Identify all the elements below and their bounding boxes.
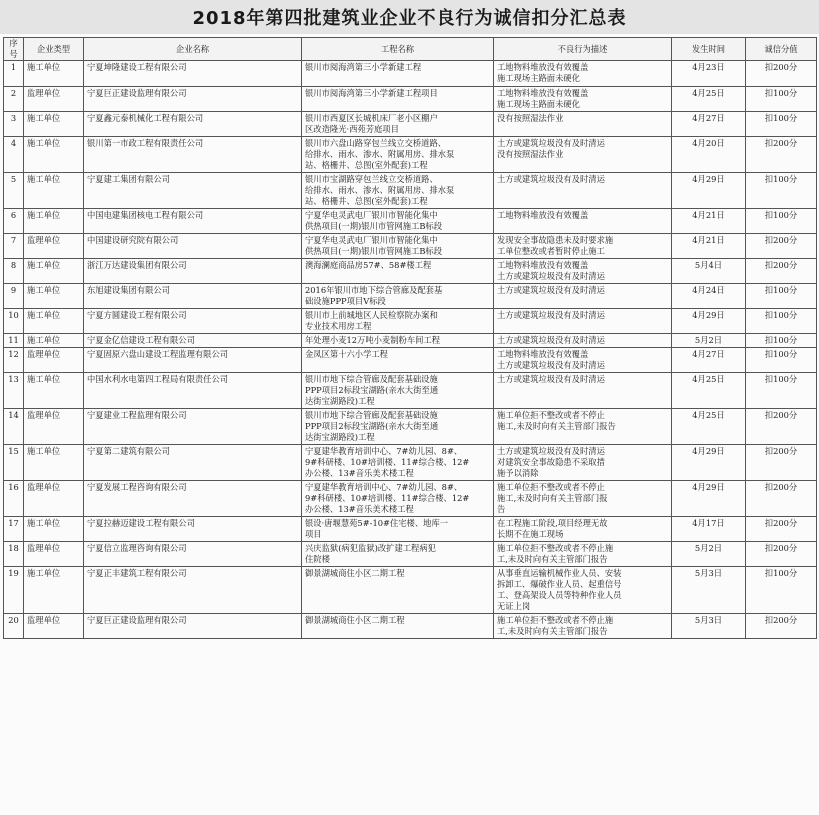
company-type: 监理单位 [24, 614, 84, 639]
company-type: 监理单位 [24, 87, 84, 112]
company-type: 监理单位 [24, 542, 84, 567]
table-row [4, 542, 817, 567]
project-name [302, 209, 494, 234]
table-row [4, 61, 817, 87]
behavior-line: 发现安全事故隐患未及时要求施 [497, 235, 614, 245]
project-line: 银川市六盘山路穿包兰线立交桥道路、 [305, 138, 447, 148]
project-name [302, 173, 494, 209]
company-name: 浙江万达建设集团有限公司 [84, 259, 302, 284]
behavior-line: 土方或建筑垃圾没有及时清运 [497, 174, 605, 184]
table-row [4, 173, 817, 209]
project-line: 办公楼、13#音乐美术楼工程 [305, 504, 414, 514]
occurrence-date: 4月27日 [672, 112, 746, 137]
project-line: 银川市地下综合管廊及配套基础设施 [305, 410, 438, 420]
occurrence-date: 4月27日 [672, 348, 746, 373]
occurrence-date: 4月25日 [672, 409, 746, 445]
behavior-line: 从事垂直运输机械作业人员、安装 [497, 568, 622, 578]
occurrence-date: 5月2日 [672, 334, 746, 348]
row-number: 7 [4, 234, 24, 259]
company-type: 监理单位 [24, 481, 84, 517]
project-name [302, 517, 494, 542]
occurrence-date: 5月2日 [672, 542, 746, 567]
company-name: 宁夏金亿信建设工程有限公司 [84, 334, 302, 348]
company-type: 施工单位 [24, 61, 84, 87]
company-type: 监理单位 [24, 348, 84, 373]
company-name: 宁夏方圆建设工程有限公司 [84, 309, 302, 334]
credit-score: 扣200分 [746, 234, 817, 259]
behavior-line: 工地物料堆放没有效覆盖 [497, 210, 589, 220]
company-type: 施工单位 [24, 334, 84, 348]
occurrence-date: 4月25日 [672, 373, 746, 409]
table-row [4, 284, 817, 309]
company-name: 宁夏鑫元泰机械化工程有限公司 [84, 112, 302, 137]
behavior-line: 土方或建筑垃圾没有及时清运 [497, 360, 605, 370]
credit-score: 扣200分 [746, 259, 817, 284]
table-row [4, 137, 817, 173]
project-name [302, 409, 494, 445]
credit-score: 扣100分 [746, 173, 817, 209]
company-name: 宁夏拉赫迈建设工程有限公司 [84, 517, 302, 542]
company-name: 中国水利水电第四工程局有限责任公司 [84, 373, 302, 409]
company-type: 施工单位 [24, 309, 84, 334]
table-row [4, 234, 817, 259]
behavior-line: 对建筑安全事故隐患不采取措 [497, 457, 605, 467]
company-name: 宁夏巨正建设监理有限公司 [84, 87, 302, 112]
project-name [302, 309, 494, 334]
project-line: 9#科研楼、10#培训楼、11#综合楼、12# [305, 457, 470, 467]
row-number: 16 [4, 481, 24, 517]
behavior-description [494, 87, 672, 112]
project-line: 澳海澜庭商品房57#、58#楼工程 [305, 260, 432, 270]
company-name: 宁夏建工集团有限公司 [84, 173, 302, 209]
table-header-row [4, 38, 817, 61]
table-row [4, 409, 817, 445]
credit-score: 扣200分 [746, 137, 817, 173]
row-number: 20 [4, 614, 24, 639]
table-body [4, 61, 817, 639]
company-name: 宁夏坤隆建设工程有限公司 [84, 61, 302, 87]
project-name [302, 234, 494, 259]
page-title: 2018年第四批建筑业企业不良行为诚信扣分汇总表 [192, 8, 627, 29]
company-type: 监理单位 [24, 234, 84, 259]
project-name [302, 542, 494, 567]
behavior-description [494, 259, 672, 284]
company-name: 银川第一市政工程有限责任公司 [84, 137, 302, 173]
row-number: 10 [4, 309, 24, 334]
behavior-description [494, 334, 672, 348]
project-name [302, 259, 494, 284]
project-line: 础设施PPP项目V标段 [305, 296, 386, 306]
behavior-line: 告 [497, 504, 506, 514]
project-name [302, 348, 494, 373]
project-line: 银川市上前城地区人民检察院办案和 [305, 310, 438, 320]
title-bar [0, 0, 819, 34]
project-name [302, 481, 494, 517]
table-row [4, 348, 817, 373]
behavior-line: 工,未及时向有关主管部门报告 [497, 626, 608, 636]
behavior-line: 土方或建筑垃圾没有及时清运 [497, 285, 605, 295]
behavior-line: 拆卸工、爆破作业人员、起重信号 [497, 579, 622, 589]
company-type: 施工单位 [24, 517, 84, 542]
table-row [4, 334, 817, 348]
behavior-description [494, 309, 672, 334]
project-line: 年处理小麦12万吨小麦制粉车间工程 [305, 335, 441, 345]
row-number: 4 [4, 137, 24, 173]
penalty-table [3, 37, 817, 639]
project-line: 2016年银川市地下综合管廊及配套基 [305, 285, 443, 295]
row-number: 2 [4, 87, 24, 112]
project-line: 给排水、雨水、渗水、附属用房、排水泵 [305, 185, 455, 195]
project-name [302, 112, 494, 137]
project-line: 御景湖城商住小区二期工程 [305, 615, 405, 625]
company-type: 施工单位 [24, 112, 84, 137]
project-line: 宁夏建华教育培训中心、7#幼儿园、8#、 [305, 482, 463, 492]
credit-score: 扣200分 [746, 481, 817, 517]
behavior-line: 施工单位拒不整改或者不停止 [497, 482, 605, 492]
behavior-line: 没有按照湿法作业 [497, 149, 564, 159]
credit-score: 扣100分 [746, 567, 817, 614]
behavior-description [494, 445, 672, 481]
behavior-description [494, 112, 672, 137]
behavior-line: 施工单位拒不整改或者不停止施 [497, 615, 614, 625]
project-line: 银川市地下综合管廊及配套基础设施 [305, 374, 438, 384]
behavior-line: 工,未及时向有关主管部门报告 [497, 554, 608, 564]
company-name: 东旭建设集团有限公司 [84, 284, 302, 309]
behavior-description [494, 61, 672, 87]
behavior-line: 施工现场主路面未硬化 [497, 73, 580, 83]
behavior-line: 施予以消除 [497, 468, 539, 478]
behavior-description [494, 614, 672, 639]
behavior-description [494, 209, 672, 234]
behavior-description [494, 517, 672, 542]
project-name [302, 614, 494, 639]
project-line: 给排水、雨水、渗水、附属用房、排水泵 [305, 149, 455, 159]
project-line: 办公楼、13#音乐美术楼工程 [305, 468, 414, 478]
project-name [302, 334, 494, 348]
project-name [302, 61, 494, 87]
company-type: 施工单位 [24, 445, 84, 481]
project-line: 银川市阅海湾第三小学新建工程 [305, 62, 422, 72]
project-line: 银川市阅海湾第三小学新建工程项目 [305, 88, 438, 98]
company-type: 施工单位 [24, 567, 84, 614]
row-number: 14 [4, 409, 24, 445]
project-line: PPP项目2标段宝湖路(亲水大街至通 [305, 421, 439, 431]
table-row [4, 445, 817, 481]
behavior-line: 土方或建筑垃圾没有及时清运 [497, 310, 605, 320]
project-line: 供热项目(一期)银川市管网施工B标段 [305, 221, 443, 231]
header-date: 发生时间 [672, 38, 746, 61]
company-type: 施工单位 [24, 284, 84, 309]
occurrence-date: 4月17日 [672, 517, 746, 542]
behavior-line: 工地物料堆放没有效覆盖 [497, 349, 589, 359]
occurrence-date: 4月21日 [672, 209, 746, 234]
behavior-description [494, 409, 672, 445]
company-type: 监理单位 [24, 409, 84, 445]
behavior-description [494, 373, 672, 409]
occurrence-date: 4月29日 [672, 445, 746, 481]
credit-score: 扣100分 [746, 284, 817, 309]
table-row [4, 517, 817, 542]
company-name: 宁夏发展工程咨询有限公司 [84, 481, 302, 517]
credit-score: 扣100分 [746, 334, 817, 348]
row-number: 17 [4, 517, 24, 542]
company-name: 宁夏固原六盘山建设工程监理有限公司 [84, 348, 302, 373]
behavior-description [494, 234, 672, 259]
behavior-description [494, 567, 672, 614]
occurrence-date: 4月20日 [672, 137, 746, 173]
behavior-line: 施工现场主路面未硬化 [497, 99, 580, 109]
project-line: 区改造隆光·西苑芳庭项目 [305, 124, 399, 134]
table-row [4, 209, 817, 234]
project-name [302, 87, 494, 112]
project-line: 9#科研楼、10#培训楼、11#综合楼、12# [305, 493, 470, 503]
row-number: 3 [4, 112, 24, 137]
behavior-line: 土方或建筑垃圾没有及时清运 [497, 446, 605, 456]
credit-score: 扣200分 [746, 445, 817, 481]
company-name: 中国建设研究院有限公司 [84, 234, 302, 259]
credit-score: 扣200分 [746, 409, 817, 445]
credit-score: 扣200分 [746, 614, 817, 639]
behavior-description [494, 137, 672, 173]
credit-score: 扣100分 [746, 348, 817, 373]
behavior-line: 土方或建筑垃圾没有及时清运 [497, 271, 605, 281]
project-name [302, 284, 494, 309]
credit-score: 扣200分 [746, 61, 817, 87]
credit-score: 扣100分 [746, 373, 817, 409]
project-name [302, 373, 494, 409]
table-row [4, 481, 817, 517]
behavior-line: 土方或建筑垃圾没有及时清运 [497, 374, 605, 384]
row-number: 11 [4, 334, 24, 348]
occurrence-date: 5月3日 [672, 614, 746, 639]
behavior-line: 施工单位拒不整改或者不停止施 [497, 543, 614, 553]
behavior-line: 工地物料堆放没有效覆盖 [497, 260, 589, 270]
credit-score: 扣100分 [746, 209, 817, 234]
occurrence-date: 4月23日 [672, 61, 746, 87]
company-type: 施工单位 [24, 259, 84, 284]
behavior-line: 土方或建筑垃圾没有及时清运 [497, 335, 605, 345]
row-number: 1 [4, 61, 24, 87]
behavior-line: 施工,未及时向有关主管部门报 [497, 493, 608, 503]
company-name: 宁夏信立监理咨询有限公司 [84, 542, 302, 567]
row-number: 15 [4, 445, 24, 481]
row-number: 13 [4, 373, 24, 409]
header-project: 工程名称 [302, 38, 494, 61]
company-name: 宁夏巨正建设监理有限公司 [84, 614, 302, 639]
occurrence-date: 4月29日 [672, 481, 746, 517]
company-type: 施工单位 [24, 137, 84, 173]
table-row [4, 112, 817, 137]
row-number: 8 [4, 259, 24, 284]
table-row [4, 614, 817, 639]
project-line: 宁夏建华教育培训中心、7#幼儿园、8#、 [305, 446, 463, 456]
header-behavior: 不良行为描述 [494, 38, 672, 61]
occurrence-date: 4月21日 [672, 234, 746, 259]
credit-score: 扣200分 [746, 542, 817, 567]
project-name [302, 567, 494, 614]
project-line: 项目 [305, 529, 322, 539]
project-line: 银川市西夏区长城机床厂老小区棚户 [305, 113, 438, 123]
occurrence-date: 5月3日 [672, 567, 746, 614]
behavior-line: 土方或建筑垃圾没有及时清运 [497, 138, 605, 148]
behavior-line: 工地物料堆放没有效覆盖 [497, 88, 589, 98]
credit-score: 扣100分 [746, 87, 817, 112]
table-row [4, 567, 817, 614]
company-name: 宁夏建业工程监理有限公司 [84, 409, 302, 445]
header-type: 企业类型 [24, 38, 84, 61]
company-type: 施工单位 [24, 209, 84, 234]
behavior-line: 没有按照湿法作业 [497, 113, 564, 123]
project-line: 金凤区第十六小学工程 [305, 349, 388, 359]
behavior-description [494, 542, 672, 567]
behavior-line: 工单位整改或者暂时停止施工 [497, 246, 605, 256]
company-name: 中国电建集团核电工程有限公司 [84, 209, 302, 234]
company-type: 施工单位 [24, 173, 84, 209]
credit-score: 扣200分 [746, 517, 817, 542]
table-row [4, 259, 817, 284]
behavior-line: 长期不在施工现场 [497, 529, 564, 539]
occurrence-date: 4月25日 [672, 87, 746, 112]
project-line: 宁夏华电灵武电厂银川市智能化集中 [305, 235, 438, 245]
header-company: 企业名称 [84, 38, 302, 61]
behavior-line: 无证上岗 [497, 601, 531, 611]
project-line: 专业技术用房工程 [305, 321, 372, 331]
behavior-description [494, 173, 672, 209]
project-line: 御景湖城商住小区二期工程 [305, 568, 405, 578]
project-line: 达街宝湖路段)工程 [305, 396, 375, 406]
header-no: 序号 [4, 38, 24, 61]
project-line: 银设·唐堰慧苑5#-10#住宅楼、地库一 [305, 518, 449, 528]
table-row [4, 309, 817, 334]
project-line: 达街宝湖路段)工程 [305, 432, 375, 442]
row-number: 18 [4, 542, 24, 567]
table-row [4, 373, 817, 409]
project-name [302, 445, 494, 481]
credit-score: 扣100分 [746, 309, 817, 334]
project-line: PPP项目2标段宝湖路(亲水大街至通 [305, 385, 439, 395]
project-line: 站、格栅井、总图(室外配套)工程 [305, 160, 428, 170]
company-name: 宁夏第二建筑有限公司 [84, 445, 302, 481]
occurrence-date: 4月29日 [672, 309, 746, 334]
occurrence-date: 4月29日 [672, 173, 746, 209]
project-line: 供热项目(一期)银川市管网施工B标段 [305, 246, 443, 256]
header-score: 诚信分值 [746, 38, 817, 61]
row-number: 12 [4, 348, 24, 373]
row-number: 19 [4, 567, 24, 614]
behavior-line: 施工,未及时向有关主管部门报告 [497, 421, 616, 431]
table-row [4, 87, 817, 112]
occurrence-date: 4月24日 [672, 284, 746, 309]
behavior-line: 在工程施工阶段,项目经理无故 [497, 518, 608, 528]
row-number: 9 [4, 284, 24, 309]
credit-score: 扣100分 [746, 112, 817, 137]
project-line: 宁夏华电灵武电厂银川市智能化集中 [305, 210, 438, 220]
occurrence-date: 5月4日 [672, 259, 746, 284]
company-type: 施工单位 [24, 373, 84, 409]
project-line: 银川市宝湖路穿包兰线立交桥道路、 [305, 174, 438, 184]
project-line: 兴庆监狱(病犯监狱)改扩建工程病犯 [305, 543, 436, 553]
project-name [302, 137, 494, 173]
behavior-description [494, 284, 672, 309]
behavior-line: 工、登高架设人员等特种作业人员 [497, 590, 622, 600]
behavior-line: 工地物料堆放没有效覆盖 [497, 62, 589, 72]
behavior-line: 施工单位拒不整改或者不停止 [497, 410, 605, 420]
company-name: 宁夏正丰建筑工程有限公司 [84, 567, 302, 614]
behavior-description [494, 481, 672, 517]
row-number: 6 [4, 209, 24, 234]
row-number: 5 [4, 173, 24, 209]
behavior-description [494, 348, 672, 373]
project-line: 住院楼 [305, 554, 330, 564]
project-line: 站、格栅井、总图(室外配套)工程 [305, 196, 428, 206]
